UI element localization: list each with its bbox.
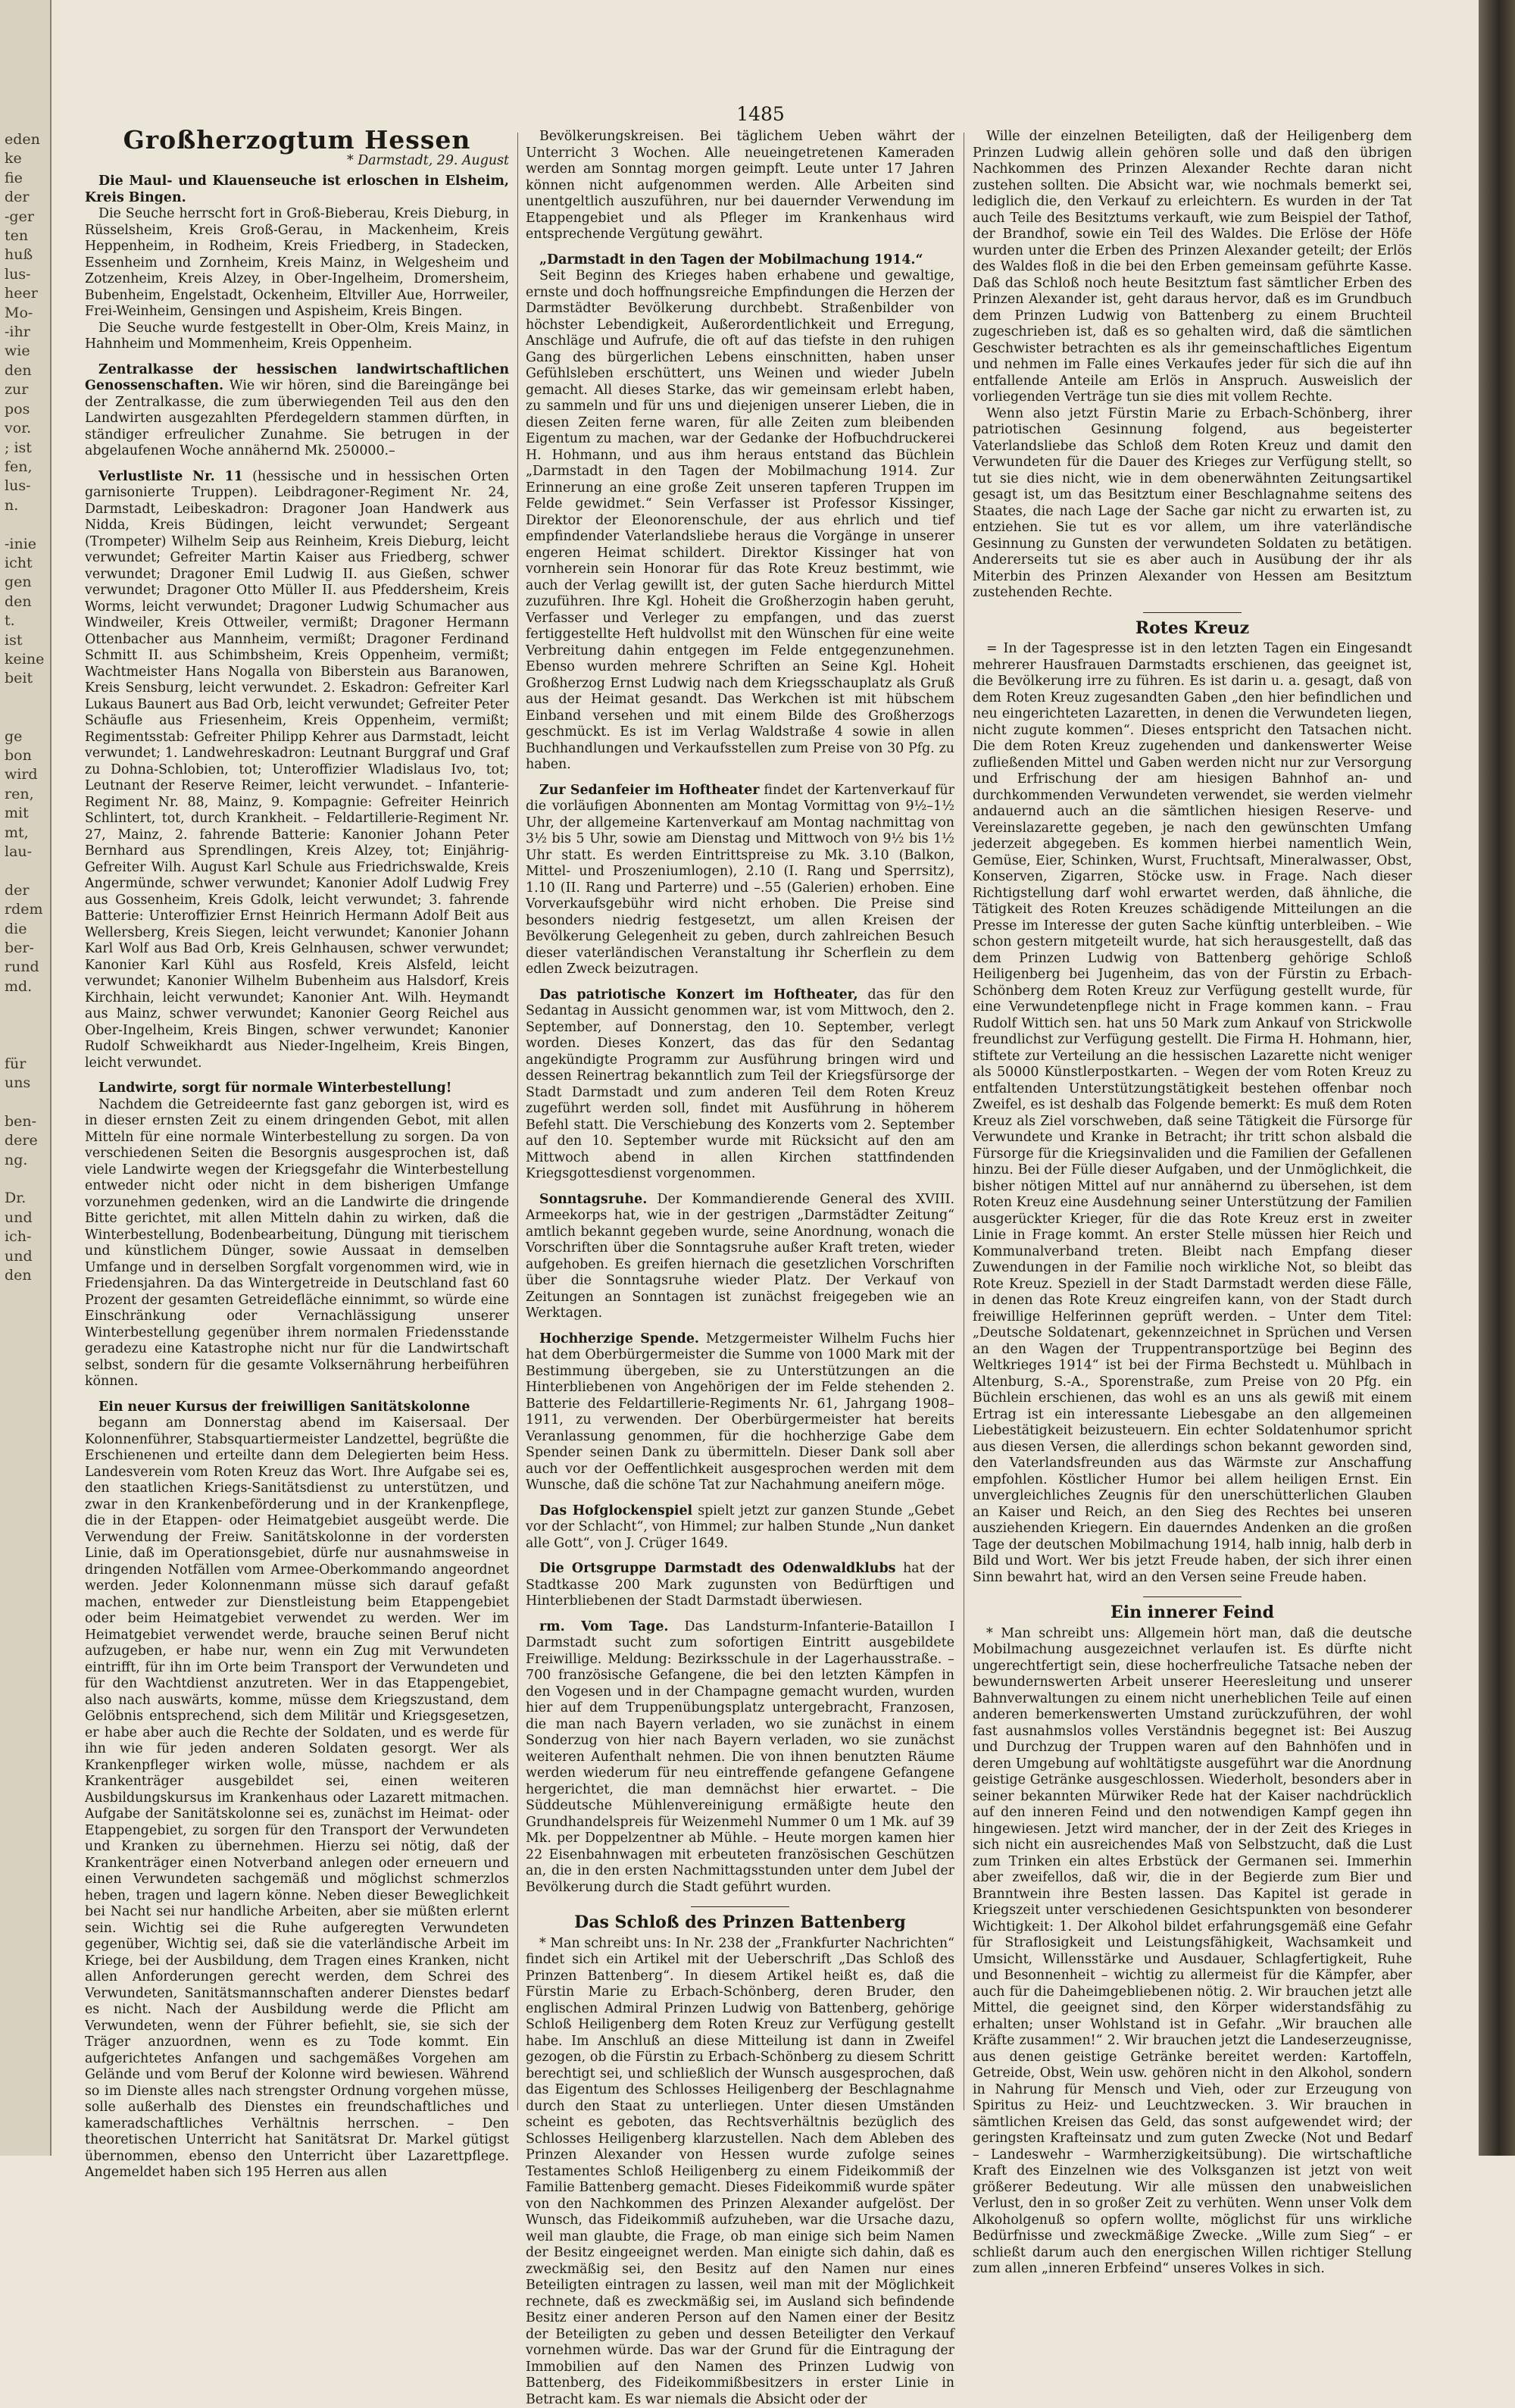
article-zentralkasse-head: Zentralkasse der hessischen landwirtschaftlichen Genossenschaften. — [85, 362, 509, 394]
article-konzert-body: das für den Sedantag in Aussicht genommen war, ist vom Mittwoch, den 2. September, auf Donnerstag, den 10. September, verlegt worden. Dieses Konzert, das das für den Sedantag angekündigte Programm zur Ausführung bringen wird und dessen Reinertrag bekanntlich zum Teil der Kriegsfürsorge der Stadt Darmstadt und zum anderen Teil dem Roten Kreuz zugeführt werden soll, findet mit Ausführung in höherem Befehl statt. Die Verschiebung des Konzerts vom 2. September auf den 10. September wurde mit Rücksicht auf den am Mittwoch abend in allen Kirchen stattfindenden Kriegsgottesdienst vorgenommen. — [526, 987, 954, 1182]
section-title-innerer-feind: Ein innerer Feind — [973, 1605, 1412, 1621]
article-rotes-kreuz-body: = In der Tagespresse ist in den letzten Tagen ein Eingesandt mehrerer Hausfrauen Darmstadts erschienen, das geeignet ist, die Bevölkerung irre zu führen. Es ist darin u. a. gesagt, daß von dem Roten Kreuz zugesandten Gaben „den hier befindlichen und neu eingerichteten Lazaretten, in denen die Verwundeten liegen, nicht zugute kommen“. Dieses entspricht den Tatsachen nicht. Die dem Roten Kreuz zugehenden und dankenswerter Weise zufließenden Mittel und Gaben werden nicht nur zur Versorgung und Erfrischung der am hiesigen Bahnhof an- und durchkommenden Verwundeten verwendet, sie werden vielmehr andauernd auch an die sämtlichen hiesigen Reserve- und Vereinslazarette gegeben, je nach den gewünschten Umfang jederzeit abgegeben. Es kommen hierbei namentlich Wein, Gemüse, Eier, Schinken, Wurst, Fruchtsaft, Mineralwasser, Obst, Konserven, Zigarren, Stöcke usw. in Frage. Nach dieser Richtigstellung darf wohl erwartet werden, daß ähnliche, die Tätigkeit des Roten Kreuzes schädigende Mitteilungen an die Presse im Interesse der guten Sache künftig unterbleiben. – Wie schon gestern mitgeteilt wurde, hat sich herausgestellt, daß das dem Prinzen Ludwig von Battenberg gehörige Schloß Heiligenberg bei Jugenheim, das von der Fürstin zu Erbach-Schönberg dem Roten Kreuz zur Verfügung gestellt wurde, für eine Verwundetenpflege nicht in Frage kommen kann. – Frau Rudolf Wittich sen. hat uns 50 Mark zum Ankauf von Strickwolle freundlichst zur Verfügung gestellt. Die Firma H. Hohmann, hier, stiftete zur Verteilung an die hessischen Lazarette nicht weniger als 50000 Künstlerpostkarten. – Wegen der vom Roten Kreuz zu entfaltenden Unterstützungstätigkeit bestehen offenbar noch Zweifel, es ist deshalb das Folgende bemerkt: Es muß dem Roten Kreuz als Ziel vorschweben, daß seine Tätigkeit die Fürsorge für Verwundete und Kranke in Betracht; ihr tritt schon alsbald die Fürsorge für die Kriegsinvaliden und die Familien der Gefallenen hinzu. Bei der Fülle dieser Aufgaben, und der Unmöglichkeit, die bisher nötigen Mittel auf nur annähernd zu übersehen, ist dem Roten Kreuz eine Ausdehnung seiner Unterstützung der Familien ausgerückter Krieger, für die das Rote Kreuz erst in zweiter Linie in Frage kommt. An erster Stelle müssen hier Reich und Kommunalverband treten. Bleibt nach Empfang dieser Zuwendungen in der Familie noch wirkliche Not, so bleibt das Rote Kreuz. Speziell in der Stadt Darmstadt werden diese Fälle, in denen das Rote Kreuz eingreifen kann, von der Stadt durch freiwillige Helferinnen geprüft werden. – Unter dem Titel: „Deutsche Soldatenart, gekennzeichnet in Sprüchen und Versen an den Wagen der Truppentransportzüge bei Beginn des Weltkrieges 1914“ ist bei der Firma Bechstedt u. Mühlbach in Altenburg, S.-A., Sporenstraße, zum Preise von 20 Pfg. ein Büchlein erschienen, das wohl es an uns als gewiß mit einem Ertrag ist ein interessante Liebesgabe an den allgemeinen Liebestätigkeit beizusteuern. Ein echter Soldatenhumor spricht aus diesen Versen, die allerdings schon bekannt geworden sind, den Vaterlandsfreunden aus das Wärmste zur Anschaffung empfohlen. Köstlicher Humor bei allem heiligen Ernst. Ein unvergleichliches Zeugnis für den unerschütterlichen Glauben an Kaiser und Reich, an den Sieg des Rechtes bei unseren ausziehenden Kriegern. Ein dauerndes Andenken an die großen Tage der deutschen Mobilmachung 1914, halb innig, halb derb in Bild und Wort. Wer bis jetzt Freude haben, der sich ihrer einen Sinn bewahrt hat, wird an den Versen seine Freude haben. — [973, 641, 1412, 1586]
page-number: 1485 — [715, 103, 806, 125]
article-vomtage-body: Das Landsturm-Infanterie-Bataillon I Darmstadt sucht zum sofortigen Eintritt ausgebildete Freiwillige. Meldung: Bezirksschule in der Lagerhausstraße. – 700 französische Gefangene, die bei den letzten Kämpfen in den Vogesen und in der Champagne gemacht wurden, wurden hier auf dem Truppenübungsplatz untergebracht, Franzosen, die man nach Bayern verladen, wo sie zunächst in einem Sonderzug von hier nach Bayern verladen, wo sie zunächst weiteren Aufenthalt nehmen. Die von ihnen benutzten Räume werden wiederum für neu eintreffende gefangene Gefangene hergerichtet, die man demnächst hier erwartet. – Die Süddeutsche Mühlenvereinigung ermäßigte heute den Grundhandelspreis für Weizenmehl Nummer 0 um 1 Mk. auf 39 Mk. per Doppelzentner ab Mühle. – Heute morgen kamen hier 22 Eisenbahnwagen mit erbeuteten französischen Geschützen an, die in den ersten Nachmittagsstunden unter dem Jubel der Bevölkerung durch die Stadt geführt wurden. — [526, 1619, 954, 1895]
article-battenberg-cont: Wille der einzelnen Beteiligten, daß der Heiligenberg dem Prinzen Ludwig allein gehören solle und daß den übrigen Nachkommen des Prinzen Alexander Rechte daran nicht zustehen sollten. Die Absicht war, wie nochmals bemerkt sei, lediglich die, den Verkauf zu erleichtern. Es wurden in der Tat auch Teile des Besitztums verkauft, wie zum Beispiel der Tathof, der Brandhof, sowie ein Teil des Waldes. Die Erlöse der Höfe wurden unter die Erben des Prinzen Alexander geteilt; der Erlös des Waldes floß in die bei den Erben gemeinsam geführte Kasse. Daß das Schloß noch heute Besitztum fast sämtlicher Erben des Prinzen Alexander ist, geht daraus hervor, daß es im Grundbuch dem Prinzen Ludwig von Battenberg zu einem Bruchteil zugeschrieben ist, daß es so gehalten wird, daß die sämtlichen Geschwister betrachten es als ihr gemeinschaftliches Eigentum und nehmen im Falle eines Verkaufes jeder für sich die auf ihn entfallende Anteile am Erlös in Anspruch. Ausweislich der vorliegenden Verträge tun sie dies mit vollem Rechte. — [973, 129, 1412, 406]
article-seuche-lead: Die Maul- und Klauenseuche ist erloschen in Elsheim, Kreis Bingen. — [85, 174, 509, 206]
article-glockenspiel-body: spielt jetzt zur ganzen Stunde „Gebet vor der Schlacht“, von Himmel; zur halben Stunde „Nun danket alle Gott“, von J. Crüger 1649. — [526, 1503, 954, 1551]
article-sanitaet-head: Ein neuer Kursus der freiwilligen Sanitätskolonne — [85, 1399, 509, 1416]
article-landwirte-body: Nachdem die Getreideernte fast ganz geborgen ist, wird es in dieser ernsten Zeit zu einem dringenden Gebot, mit allen Mitteln für eine normale Winterbestellung zu sorgen. Da von verschiedenen Seiten die Besorgnis ausgesprochen ist, daß viele Landwirte wegen der Kriegsgefahr die Winterbestellung entweder nicht oder nicht in dem bisherigen Umfange vorzunehmen gedenken, wird an die Landwirte die dringende Bitte gerichtet, mit allen Mitteln dahin zu wirken, daß die Winterbestellung, Bodenbearbeitung, Düngung mit tierischem und künstlichem Dünger, sowie Aussaat in demselben Umfange und in derselben Sorgfalt vorgenommen wird, wie in Friedensjahren. Da das Wintergetreide in Deutschland fast 60 Prozent der gesamten Getreidefläche einnimmt, so würde eine Einschränkung oder Vernachlässigung unserer Winterbestellung gegenüber ihrem normalen Friedensstande geradezu eine Katastrophe nicht nur für die Landwirtschaft selbst, sondern für die gesamte Volksernährung herbeiführen können. — [85, 1097, 509, 1390]
gutter-text-fragments: eden ke fie der -ger ten huß lus- heer Mo- -ihr wie den zur pos vor. ; ist fen, lus- n. -inie icht gen den t. ist keine beit ge bon wird ren, mit mt, lau- der rdem die ber- rund md. für uns ben- dere ng. Dr. und ich- und den — [0, 0, 50, 1285]
column-2 — [526, 129, 954, 2122]
section-divider — [1143, 1596, 1242, 1597]
article-battenberg-end: Wenn also jetzt Fürstin Marie zu Erbach-Schönberg, ihrer patriotischen Gesinnung folgend, aus begeisterter Vaterlandsliebe das Schloß dem Roten Kreuz und damit den Verwundeten für die Dauer des Krieges zur Verfügung stellt, so tut sie dies nicht, wie in dem obenerwähnten Zeitungsartikel gesagt ist, um das Besitztum einer Beschlagnahme seitens des Staates, die nach Lage der Sache gar nicht zu erwarten ist, zu entziehen. Sie tut es vor allem, um ihre vaterländische Gesinnung zu Gunsten der verwundeten Soldaten zu betätigen. Andererseits tut sie es aber auch in Ausübung der ihr als Miterbin des Prinzen Alexander von Hessen am Besitztum zustehenden Rechte. — [973, 406, 1412, 602]
article-sonntagsruhe-head: Sonntagsruhe. — [539, 1192, 647, 1207]
left-page-gutter — [0, 0, 52, 2156]
article-innerer-feind-body: * Man schreibt uns: Allgemein hört man, daß die deutsche Mobilmachung ausgezeichnet verlaufen ist. Es dürfte nicht ungerechtfertigt sein, diese hocherfreuliche Tatsache neben der bewundernswerten Arbeit unserer Heeresleitung und unserer Bahnverwaltungen zu einem nicht unerheblichen Teile auf einen anderen bemerkenswerten Umstand zurückzuführen, der wohl fast ausnahmslos volles Verständnis begegnet ist: Bei Auszug und Durchzug der Truppen waren auf den Bahnhöfen und in deren Umgebung auf wohltätigste ausgeführt war die Anordnung geistige Getränke ausgeschlossen. Wiederholt, besonders aber in seiner bekannten Mürwiker Rede hat der Kaiser nachdrücklich auf den inneren Feind und den notwendigen Kampf gegen ihn hingewiesen. Jetzt wird mancher, der in der Zeit des Krieges in sich nicht ein ausreichendes Maß von Selbstzucht, daß die Lust zum Trinken ein altes Erbstück der Germanen sei. Immerhin aber zweifellos, daß wir, die in der Begierde zum Bier und Branntwein ihre Besten lassen. Das Kapitel ist gerade in Kriegszeit unter verschiedenen Gesichtspunkten von besonderer Wichtigkeit: 1. Der Alkohol bildet erfahrungsgemäß eine Gefahr für Straflosigkeit und Leistungsfähigkeit, Wachsamkeit und Umsicht, Willensstärke und Ausdauer, Schlagfertigkeit, Ruhe und Besonnenheit – wichtig zu allermeist für die Kämpfer, aber auch für die Daheimgebliebenen nötig. 2. Wir brauchen jetzt alle Mittel, die geeignet sind, den Körper widerstandsfähig zu erhalten; unser Wohlstand ist in Gefahr. „Wir brauchen alle Kräfte zusammen!“ 2. Wir brauchen jetzt die Landeserzeugnisse, aus denen geistige Getränke bereitet werden: Kartoffeln, Getreide, Obst, Wein usw. gehören nicht in den Alkohol, sondern in Nahrung für Mensch und Vieh, oder zur Erzeugung von Spiritus zu Heiz- und Leuchtzwecken. 3. Wir brauchen in sämtlichen Kreisen das Geld, das sonst aufgewendet wird; der geringsten Krafteinsatz und zum guten Zwecke (Not und Bedarf – Landeswehr – Warmherzigkeitsübung). Die wirtschaftliche Kraft des Einzelnen wie des Volksganzen ist jetzt von weit größerer Bedeutung. Wir alle müssen den unabweislichen Verlust, den in so großer Zeit zu verhüten. Wenn unser Volk dem Alkoholgenuß so opfern wollte, möglichst für uns wirkliche Bedürfnisse und zweckmäßige Zwecke. „Wille zum Sieg“ – er schließt darum auch den energischen Willen richtiger Stellung zum allen „inneren Erbfeind“ unseres Volkes in sich. — [973, 1626, 1412, 2278]
article-seuche-tail: Die Seuche wurde festgestellt in Ober-Olm, Kreis Mainz, in Hahnheim und Mommenheim, Kreis Oppenheim. — [85, 321, 509, 353]
article-odenwaldklub-head: Die Ortsgruppe Darmstadt des Odenwaldklubs — [539, 1561, 895, 1576]
article-verlustliste-body: (hessische und in hessischen Orten garnisonierte Truppen). Leibdragoner-Regiment Nr. 24, Darmstadt, Leibeskadron: Dragoner Joan Handwerk aus Nidda, Kreis Büdingen, leicht verwundet; Sergeant (Trompeter) Wilhelm Seip aus Reinheim, Kreis Dieburg, leicht verwundet; Gefreiter Martin Kaiser aus Friedberg, schwer verwundet; Dragoner Emil Ludwig II. aus Gießen, schwer verwundet; Dragoner Otto Müller II. aus Pfeddersheim, Kreis Worms, leicht verwundet; Dragoner Ludwig Schumacher aus Windweiler, Kreis Ottweiler, vermißt; Dragoner Hermann Ottenbacher aus Mannheim, vermißt; Dragoner Ferdinand Schmitt II. aus Schimbsheim, Kreis Oppenheim, vermißt; Wachtmeister Hans Nogalla von Biberstein aus Baranowen, Kreis Sensburg, leicht verwundet. 2. Eskadron: Gefreiter Karl Lukaus Baunert aus Bad Orb, leicht verwundet; Gefreiter Peter Schäufle aus Friesenheim, Kreis Oppenheim, vermißt; Regimentsstab: Gefreiter Philipp Kehrer aus Darmstadt, leicht verwundet; 1. Landwehreskadron: Leutnant Burggraf und Graf zu Dohna-Schlobien, tot; Unteroffizier Wladislaus Ivo, tot; Leutnant der Reserve Reimer, leicht verwundet. – Infanterie-Regiment Nr. 88, Mainz, 9. Kompagnie: Gefreiter Heinrich Schlintert, tot, durch Krankheit. – Feldartillerie-Regiment Nr. 27, Mainz, 2. fahrende Batterie: Kanonier Johann Peter Bernhard aus Sprendlingen, Kreis Alzey, tot; Einjährig-Gefreiter Wilh. August Karl Schule aus Friedrichswalde, Kreis Angermünde, schwer verwundet; Kanonier Adolf Ludwig Frey aus Gossenheim, Kreis Gdolk, leicht verwundet; 3. fahrende Batterie: Unteroffizier Ernst Heinrich Hermann Adolf Beit aus Wellersberg, Kreis Siegen, leicht verwundet; Kanonier Johann Karl Wolf aus Bad Orb, Kreis Gelnhausen, schwer verwundet; Kanonier Karl Kühl aus Rosfeld, Kreis Alsfeld, leicht verwundet; Kanonier Wilhelm Bubenheim aus Halsdorf, Kreis Kirchhain, leicht verwundet; Kanonier Ant. Wilh. Heymandt aus Mainz, schwer verwundet; Kanonier Georg Reichel aus Ober-Ingelheim, Kreis Bingen, schwer verwundet; Kanonier Rudolf Schweikhardt aus Nieder-Ingelheim, Kreis Bingen, leicht verwundet. — [85, 469, 509, 1071]
book-binding-edge — [1479, 0, 1515, 2156]
article-mobilmachung-head: „Darmstadt in den Tagen der Mobilmachung 1914.“ — [526, 252, 954, 269]
article-sanitaet-body: begann am Donnerstag abend im Kaisersaal. Der Kolonnenführer, Stabsquartiermeister Landzettel, begrüßte die Erschienenen und erteilte dann dem Delegierten beim Hess. Landesverein vom Roten Kreuz das Wort. Ihre Aufgabe sei es, den staatlichen Kriegs-Sanitätsdienst zu unterstützen, und zwar in den Krankenbeförderung und in der Krankenpflege, die in der Etappen- oder Heimatgebiet ausgeübt werde. Die Verwendung der Freiw. Sanitätskolonne in der vordersten Linie, daß im Operationsgebiet, dürfe nur ausnahmsweise in dringenden Notfällen vom Armee-Oberkommando angeordnet werden. Jeder Kolonnenmann müsse sich darauf gefaßt machen, entweder zur Dienstleistung beim Etappengebiet oder beim Heimatgebiet verwendet zu werden. Wer im Heimatgebiet verwendet werde, brauche seinen Beruf nicht aufzugeben, er habe nur, wenn ein Zug mit Verwundeten eintrifft, für ihn im Orte beim Transport der Verwundeten und für den Wachtdienst anzutreten. Wer in das Etappengebiet, also nach auswärts, komme, müsse dem Kriegszustand, dem Gelöbnis entsprechend, sich dem Militär und Kriegsgesetzen, er habe aber auch die Rechte der Soldaten, und es werde für ihn wie für jeden anderen Soldaten gesorgt. Wer als Krankenpfleger wirken wolle, müsse, nachdem er als Krankenträger ausgebildet sei, einen weiteren Ausbildungskursus im Krankenhaus oder Lazarett mitmachen. Aufgabe der Sanitätskolonne sei es, zunächst im Heimat- oder Etappengebiet, zu sorgen für den Transport der Verwundeten und Kranken zu übernehmen. Hierzu sei nötig, daß der Krankenträger einen Notverband anlegen oder erneuern und einen Verwundeten sachgemäß und möglichst schmerzlos heben, tragen und lagern könne. Neben dieser Beweglichkeit bei Nacht sei nur handliche Arbeiten, aber sie müßten erlernt sein. Wichtig sei die Ruhe aufgeregten Verwundeten gegenüber, Wichtig sei, daß sie die vaterländische Arbeit im Kriege, bei der Ausbildung, dem Tragen eines Kranken, nicht allen Anforderungen gerecht werden, dem Schrei des Verwundeten, Sanitätsmannschaften anderer Dienstes bedarf es nicht. Nach der Ausbildung werde die Pflicht am Verwundeten, wenn der Führer befiehlt, sie, sie sich der Träger anzuordnen, wenn es zu Tode kommt. Ein aufgerichtetes Anfangen und sachgemäßes Vorgehen am Gelände und vom Beruf der Kolonne wird bewiesen. Während so im Dienste alles nach strengster Ordnung vorgehen müsse, solle außerhalb des Dienstes ein freundschaftliches und kameradschaftliches Verhältnis herrschen. – Den theoretischen Unterricht hat Sanitätsrat Dr. Markel gütigst übernommen, ebenso den Unterricht über Lazarettpflege. Angemeldet haben sich 195 Herren aus allen — [85, 1415, 509, 2181]
article-konzert-head: Das patriotische Konzert im Hoftheater, — [539, 987, 858, 1002]
article-verlustliste-head: Verlustliste Nr. 11 — [98, 469, 243, 484]
article-sanitaet-cont: Bevölkerungskreisen. Bei täglichem Ueben währt der Unterricht 3 Wochen. Alle neueingetretenen Kameraden werden am Sonntag morgen geimpft. Leute unter 17 Jahren können nicht aufgenommen werden. Alle Arbeiten sind unentgeltlich auszuführen, nur bei dauernder Verwendung im Etappengebiet und als Pfleger im Krankenhaus wird entsprechende Vergütung gewährt. — [526, 129, 954, 243]
article-mobilmachung-body: Seit Beginn des Krieges haben erhabene und gewaltige, ernste und doch hoffnungsreiche Empfindungen die Herzen der Darmstädter Bevölkerung durchbebt. Straßenbilder von höchster Lebendigkeit, Außerordentlichkeit und Erregung, Anschläge und Aufrufe, die oft auf das tiefste in den ruhigen Gang des bürgerlichen Lebens einschnitten, haben unser Gefühlsleben erschüttert, uns Weinen und wieder Jubeln gemacht. All dieses Starke, das wir gemeinsam erlebt haben, zu sammeln und für uns und diejenigen unserer Lieben, die in diesen Zeiten ferne waren, für alle Zeiten zum bleibenden Eigentum zu machen, war der Gedanke der Hofbuchdruckerei H. Hohmann, und aus ihm heraus entstand das Büchlein „Darmstadt in den Tagen der Mobilmachung 1914. Zur Erinnerung an eine große Zeit unseren tapferen Truppen im Felde gewidmet.“ Sein Verfasser ist Professor Kissinger, Direktor der Eleonorenschule, der aus ehrlich und tief empfindender Vaterlandsliebe heraus die Vorgänge in unserer engeren Heimat schildert. Direktor Kissinger hat von vornherein sein Honorar für das Rote Kreuz bestimmt, wie auch der Verlag gewillt ist, der guten Sache hierdurch Mittel zuzuführen. Ihre Kgl. Hoheit die Großherzogin haben geruht, Verfasser und Verleger zu empfangen, und das zuerst fertiggestellte Heft huldvollst mit den Wünschen für eine weite Verbreitung dahin entgegen im Felde entgegenzunehmen. Ebenso wurden mehrere Schriften an Seine Kgl. Hoheit Großherzog Ernst Ludwig nach dem Kriegsschauplatz als Gruß aus der Heimat gesandt. Das Werkchen ist mit hübschem Einband versehen und mit einem Bilde des Großherzogs geschmückt. Es ist im Verlag Waldstraße 4 sowie in allen Buchhandlungen und Verkaufsstellen zum Preise von 30 Pfg. zu haben. — [526, 268, 954, 774]
section-title-battenberg: Das Schloß des Prinzen Battenberg — [526, 1915, 954, 1931]
article-sedanfeier-head: Zur Sedanfeier im Hoftheater — [539, 783, 760, 798]
dateline: * Darmstadt, 29. August — [85, 153, 509, 170]
article-spende-body: Metzgermeister Wilhelm Fuchs hier hat dem Oberbürgermeister die Summe von 1000 Mark mit der Bestimmung übergeben, sie zu Unterstützungen an die Hinterbliebenen von Angehörigen der im Felde stehenden 2. Batterie des Feldartillerie-Regiments Nr. 61, Jahrgang 1908–1911, zu verwenden. Der Oberbürgermeister hat bereits Veranlassung genommen, für die hochherzige Gabe dem Spender seinen Dank zu übermitteln. Dieser Dank soll aber auch vor der Oeffentlichkeit ausgesprochen werden mit dem Wunsche, daß die schöne Tat zur Nachahmung aneifern möge. — [526, 1331, 954, 1493]
column-rule-1 — [517, 133, 518, 2110]
section-divider — [1143, 612, 1242, 613]
article-sonntagsruhe-body: Der Kommandierende General des XVIII. Armeekorps hat, wie in der gestrigen „Darmstädter Zeitung“ amtlich bekannt gegeben wurde, seine Anordnung, wonach die Vorschriften über die Sonntagsruhe außer Kraft treten, wieder aufgehoben. Es greifen hiernach die gesetzlichen Vorschriften über die Sonntagsruhe wieder Platz. Der Verkauf von Zeitungen an Sonntagen ist zunächst freigegeben wie an Werktagen. — [526, 1192, 954, 1321]
article-spende-head: Hochherzige Spende. — [539, 1331, 699, 1346]
section-title-rotes-kreuz: Rotes Kreuz — [973, 621, 1412, 637]
article-odenwaldklub-body: hat der Stadtkasse 200 Mark zugunsten von Bedürftigen und Hinterbliebenen der Stadt Darmstadt überwiesen. — [526, 1561, 954, 1609]
article-sedanfeier-body: findet der Kartenverkauf für die vorläufigen Abonnenten am Montag Vormittag von 9½–1½ Uhr, der allgemeine Kartenverkauf am Montag nachmittag von 3½ bis 5 Uhr, sowie am Dienstag und Mittwoch von 9½ bis 1½ Uhr statt. Es werden Eintrittspreise zu Mk. 3.10 (Balkon, Mittel- und Proszeniumlogen), 2.10 (I. Rang und Sperrsitz), 1.10 (II. Rang und Parterre) und –.55 (Galerien) erhoben. Eine Vorverkaufsgebühr wird nicht erhoben. Die Preise sind besonders niedrig festgesetzt, um allen Kreisen der Bevölkerung Gelegenheit zu geben, durch zahlreichen Besuch dieser vaterländischen Veranstaltung ihr Scherflein zu dem edlen Zweck beizutragen. — [526, 783, 954, 977]
article-seuche-body: Die Seuche herrscht fort in Groß-Bieberau, Kreis Dieburg, in Rüsselsheim, Kreis Groß-Gerau, in Mackenheim, Kreis Heppenheim, in Rodheim, Kreis Friedberg, in Stadecken, Essenheim und Zornheim, Kreis Mainz, in Welgesheim und Zotzenheim, Kreis Alzey, in Ober-Ingelheim, Dromersheim, Bubenheim, Engelstadt, Ockenheim, Eltviller Aue, Horrweiler, Frei-Weinheim, Gensingen und Aspisheim, Kreis Bingen. — [85, 206, 509, 321]
section-title-hessen: Großherzogtum Hessen — [85, 132, 509, 149]
column-3 — [973, 129, 1412, 2122]
section-divider — [691, 1906, 789, 1907]
article-zentralkasse-body: Wie wir hören, sind die Bareingänge bei der Zentralkasse, die zum überwiegenden Teil aus den den Landwirten ausgezahlten Pferdegeldern stammen dürften, in ständiger erfreulicher Zunahme. Sie betrugen in der abgelaufenen Woche annähernd Mk. 250000.– — [85, 378, 509, 458]
article-landwirte-head: Landwirte, sorgt für normale Winterbestellung! — [85, 1080, 509, 1097]
column-1 — [85, 129, 509, 2122]
article-vomtage-head: rm. Vom Tage. — [539, 1619, 668, 1634]
article-glockenspiel-head: Das Hofglockenspiel — [539, 1503, 692, 1518]
article-battenberg-body: * Man schreibt uns: In Nr. 238 der „Frankfurter Nachrichten“ findet sich ein Artikel mit der Ueberschrift „Das Schloß des Prinzen Battenberg“. In diesem Artikel heißt es, daß die Fürstin Marie zu Erbach-Schönberg, deren Bruder, den englischen Admiral Prinzen Ludwig von Battenberg, gehörige Schloß Heiligenberg dem Roten Kreuz zur Verfügung gestellt habe. Im Anschluß an diese Mitteilung ist dann in Zweifel gezogen, ob die Fürstin zu Erbach-Schönberg zu diesem Schritt berechtigt sei, und schließlich der Wunsch ausgesprochen, daß das Eigentum des Schlosses Heiligenberg der Beschlagnahme durch den Staat zu unterliegen. Unter diesen Umständen scheint es geboten, das Rechtsverhältnis bezüglich des Schlosses Heiligenberg klarzustellen. Nach dem Ableben des Prinzen Alexander von Hessen wurde zufolge seines Testamentes Schloß Heiligenberg zu einem Fideikommiß der Familie Battenberg gemacht. Dieses Fideikommiß wurde später von den Nachkommen des Prinzen Alexander aufgelöst. Der Wunsch, das Fideikommiß aufzuheben, war die Ursache dazu, weil man glaubte, die Frage, ob man einige sich beim Namen der Besitz eingeeignet werden. Man einigte sich dahin, daß es zweckmäßig sei, den Besitz auf den Namen nur eines Beteiligten eintragen zu lassen, weil man mit der Möglichkeit rechnete, daß es zweckmäßig sei, im Ausland sich befindende Besitz einer anderen Person auf den Namen einer der Besitz der Beteiligten zu geben und dessen Beteiligter den Verkauf vornehmen würde. Das war der Grund für die Eintragung der Immobilien auf den Namen des Prinzen Ludwig von Battenberg, des Fideikommißbesitzers in erster Linie in Betracht kam. Es war niemals die Absicht oder der — [526, 1936, 954, 2408]
